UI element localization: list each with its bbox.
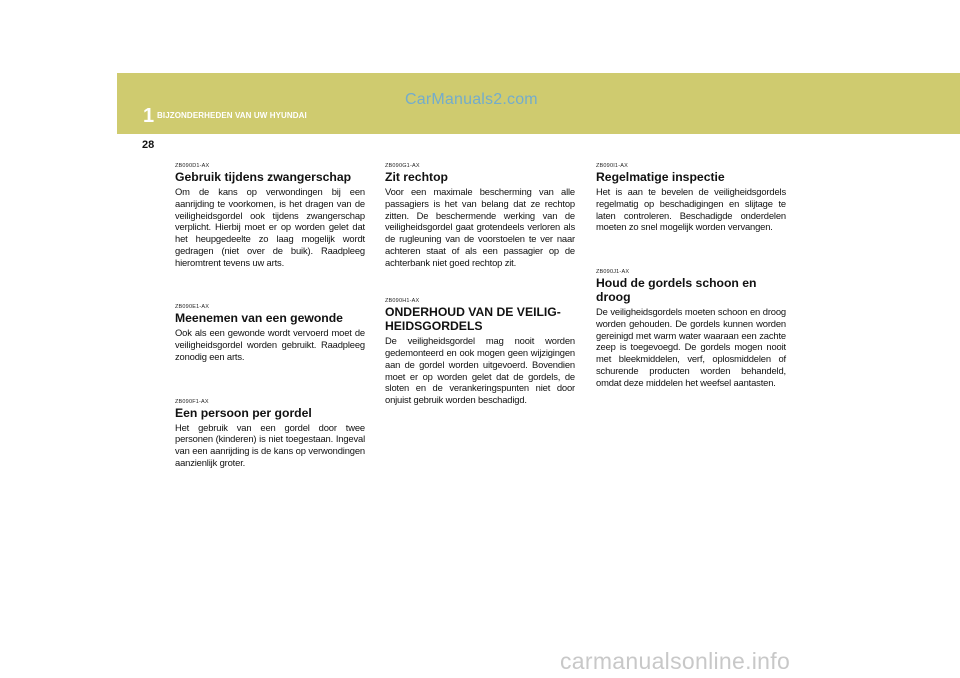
section-heading: Meenemen van een gewonde [175,311,343,326]
column-3 [596,163,786,388]
section-pregnancy [175,163,365,268]
section-code: ZB090H1-AX [385,298,420,305]
section-body: Voor een maximale bescherming van alle passagiers is het van belang dat ze rechtop zitten. De beschermende werking van de veiligheidsgordel gaat grotendeels verloren als de rugleuning van de voorstoelen te ver naar achteren staat of als een passagier op de achterbank niet goed rechtop zit. [385,186,575,268]
column-2 [385,163,575,406]
section-sit-upright [385,163,575,268]
section-heading: Een persoon per gordel [175,405,312,420]
section-heading: Gebruik tijdens zwangerschap [175,170,352,184]
chapter-title: BIJZONDERHEDEN VAN UW HYUNDAI [157,111,307,120]
section-regular-inspection [596,163,786,233]
section-one-person-per-belt [175,399,365,469]
section-body: De veiligheidsgordels moeten schoon en droog worden gehouden. De gordels kunnen worden gereinigd met warm water waaraan een zachte zeep is toegevoegd. De gordels mogen nooit met bleekmiddelen, verf, oplosmiddelen of schurende producten worden behandeld, omdat deze middelen het weefsel aantasten. [596,306,786,388]
section-heading: Houd de gordels schoon en droog [596,276,757,304]
section-code: ZB090F1-AX [175,398,209,405]
section-code: ZB090E1-AX [175,304,210,311]
section-code: ZB090G1-AX [385,163,420,169]
page-number: 28 [142,139,155,151]
section-code: ZB090D1-AX [175,163,210,169]
section-body: Om de kans op verwondingen bij een aanrijding te voorkomen, is het dragen van de veiligheidsgordel ook tijdens zwangerschap verplicht. Hierbij moet er op worden gelet dat het heupgedeelte zo laag mogelijk wordt gedragen (niet over de buik). Raadpleeg hieromtrent tevens uw arts. [175,186,365,268]
section-heading: Zit rechtop [385,170,448,184]
watermark-top-link[interactable]: CarManuals2.com [405,91,538,108]
section-heading: Regelmatige inspectie [596,170,725,184]
section-keep-belts-clean [596,269,786,388]
chapter-number: 1 [143,105,155,127]
watermark-bottom-link[interactable]: carmanualsonline.info [560,648,791,674]
section-code: ZB090J1-AX [596,269,630,275]
section-belt-maintenance [385,298,575,406]
column-1 [175,163,365,469]
chapter-header-band [117,73,960,134]
section-body: Het gebruik van een gordel door twee personen (kinderen) is niet toegestaan. Ingeval van een aanrijding is de kans op verwondingen aanzienlijk groter. [175,421,365,468]
section-code: ZB090I1-AX [596,163,628,169]
section-heading: ONDERHOUD VAN DE VEILIG-HEIDSGORDELS [385,305,561,334]
section-body: De veiligheidsgordel mag nooit worden gedemonteerd en ook mogen geen wijzigingen aan de gordel worden uitgevoerd. Bovendien moet er op worden gelet dat de gordels, de sloten en de verankeringspunten niet door onjuist gebruik worden beschadigd. [385,335,575,405]
section-body: Ook als een gewonde wordt vervoerd moet de veiligheidsgordel worden gebruikt. Raadpleeg zonodig een arts. [175,327,365,362]
section-body: Het is aan te bevelen de veiligheidsgordels regelmatig op beschadigingen en slijtage te laten controleren. Beschadigde onderdelen moeten zo snel mogelijk worden vervangen. [596,186,786,233]
section-injured-passenger [175,304,365,362]
